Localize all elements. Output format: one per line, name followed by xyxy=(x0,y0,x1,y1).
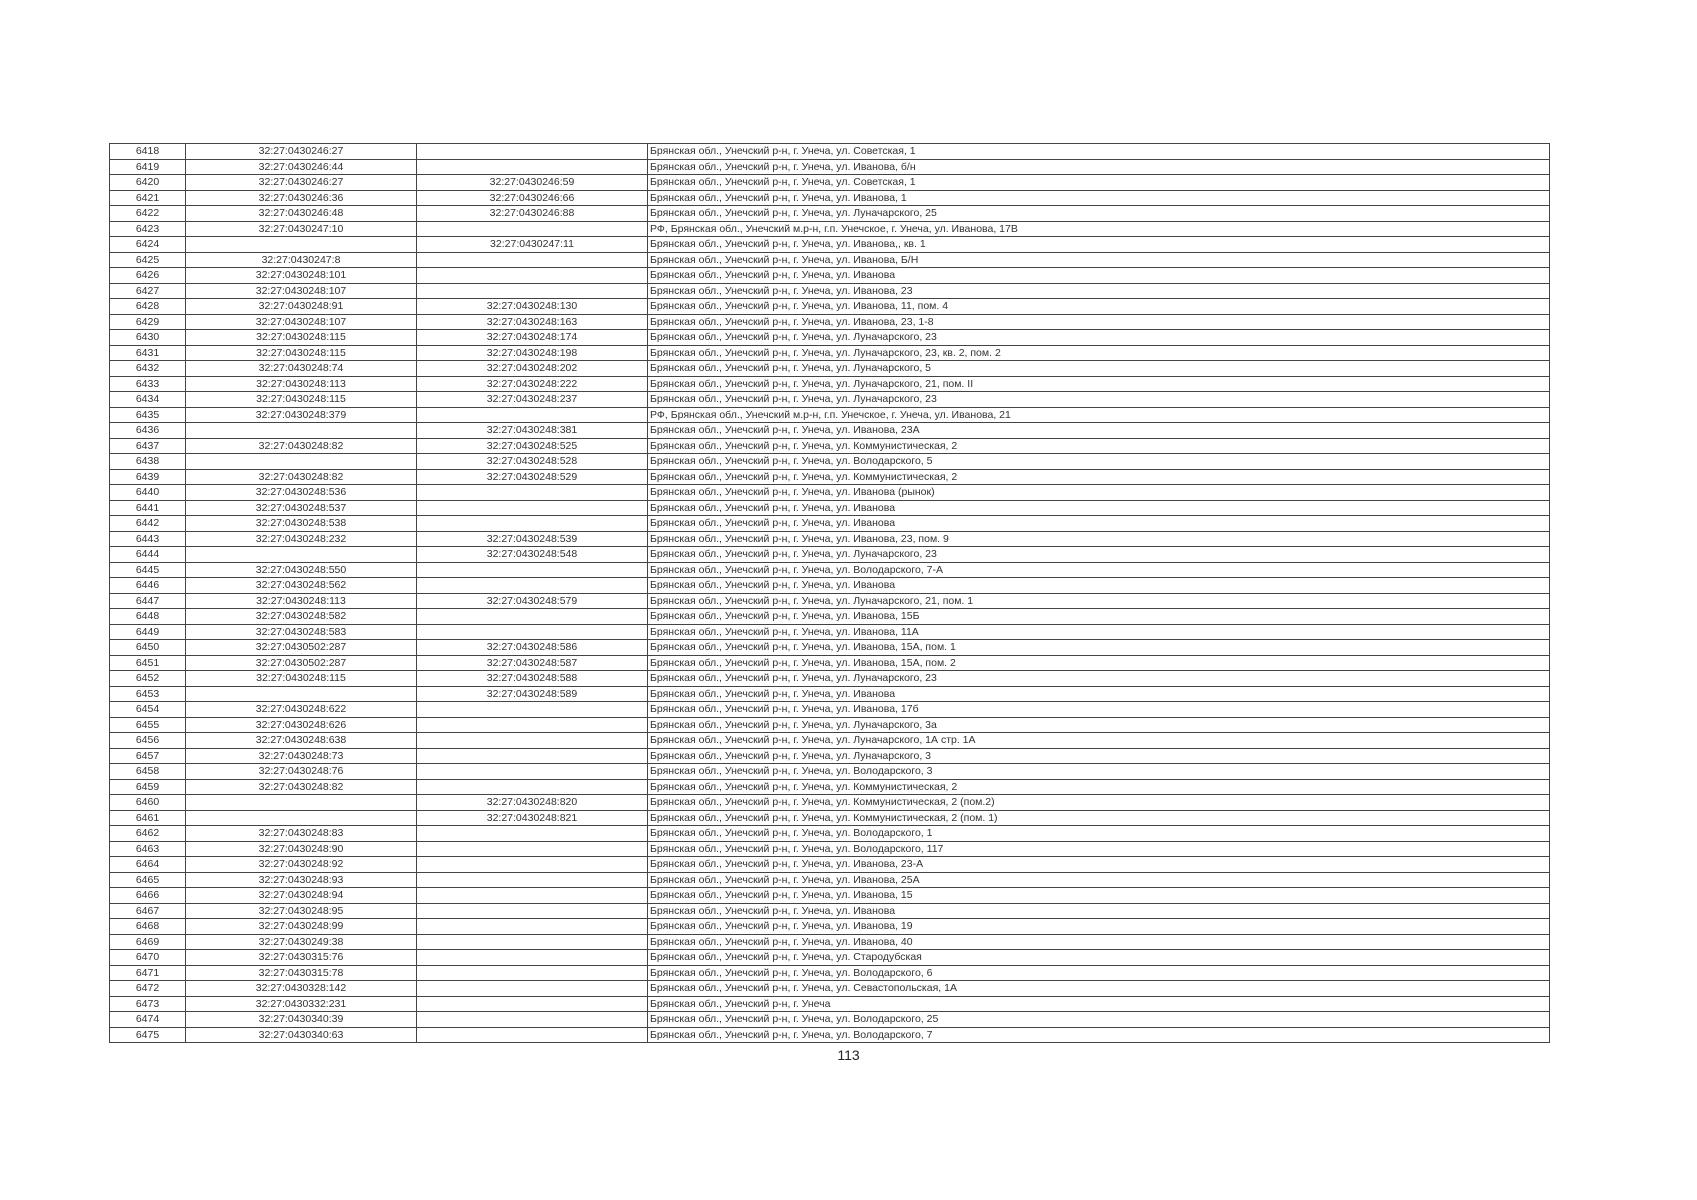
table-row xyxy=(110,764,1550,780)
object-number-cell xyxy=(417,268,648,284)
address-cell: Брянская обл., Унечский р-н, г. Унеча, ул. Луначарского, 25 xyxy=(648,206,1550,222)
table-row xyxy=(110,950,1550,966)
cadastral-number-cell: 32:27:0430246:44 xyxy=(186,159,417,175)
row-number-cell: 6427 xyxy=(110,283,186,299)
table-row xyxy=(110,965,1550,981)
object-number-cell: 32:27:0430248:222 xyxy=(417,376,648,392)
cadastral-number-cell: 32:27:0430246:36 xyxy=(186,190,417,206)
table-row xyxy=(110,159,1550,175)
row-number-cell: 6455 xyxy=(110,717,186,733)
row-number-cell: 6440 xyxy=(110,485,186,501)
object-number-cell: 32:27:0430246:66 xyxy=(417,190,648,206)
object-number-cell: 32:27:0430248:586 xyxy=(417,640,648,656)
cadastral-number-cell: 32:27:0430247:8 xyxy=(186,252,417,268)
object-number-cell: 32:27:0430248:174 xyxy=(417,330,648,346)
table-row xyxy=(110,175,1550,191)
cadastral-number-cell: 32:27:0430248:107 xyxy=(186,283,417,299)
row-number-cell: 6470 xyxy=(110,950,186,966)
table-row xyxy=(110,996,1550,1012)
address-cell: Брянская обл., Унечский р-н, г. Унеча, ул. Володарского, 7-А xyxy=(648,562,1550,578)
row-number-cell: 6448 xyxy=(110,609,186,625)
table-row xyxy=(110,221,1550,237)
row-number-cell: 6453 xyxy=(110,686,186,702)
row-number-cell: 6447 xyxy=(110,593,186,609)
row-number-cell: 6468 xyxy=(110,919,186,935)
cadastral-number-cell: 32:27:0430247:10 xyxy=(186,221,417,237)
row-number-cell: 6433 xyxy=(110,376,186,392)
address-cell: Брянская обл., Унечский р-н, г. Унеча, ул. Луначарского, 23 xyxy=(648,547,1550,563)
address-cell: Брянская обл., Унечский р-н, г. Унеча, ул. Коммунистическая, 2 (пом. 1) xyxy=(648,810,1550,826)
table-row xyxy=(110,407,1550,423)
address-cell: Брянская обл., Унечский р-н, г. Унеча, ул. Иванова xyxy=(648,500,1550,516)
row-number-cell: 6442 xyxy=(110,516,186,532)
object-number-cell: 32:27:0430248:548 xyxy=(417,547,648,563)
object-number-cell xyxy=(417,283,648,299)
address-cell: Брянская обл., Унечский р-н, г. Унеча, ул. Иванова, 23, пом. 9 xyxy=(648,531,1550,547)
address-cell: Брянская обл., Унечский р-н, г. Унеча, ул. Иванова, 15Б xyxy=(648,609,1550,625)
object-number-cell xyxy=(417,252,648,268)
table-row xyxy=(110,314,1550,330)
cadastral-number-cell: 32:27:0430248:94 xyxy=(186,888,417,904)
cadastral-number-cell: 32:27:0430248:379 xyxy=(186,407,417,423)
row-number-cell: 6434 xyxy=(110,392,186,408)
cadastral-number-cell: 32:27:0430248:95 xyxy=(186,903,417,919)
table-row xyxy=(110,826,1550,842)
cadastral-number-cell: 32:27:0430340:39 xyxy=(186,1012,417,1028)
object-number-cell: 32:27:0430248:237 xyxy=(417,392,648,408)
row-number-cell: 6428 xyxy=(110,299,186,315)
table-row xyxy=(110,779,1550,795)
table-row xyxy=(110,361,1550,377)
document-sheet xyxy=(109,143,1550,1043)
row-number-cell: 6471 xyxy=(110,965,186,981)
table-row xyxy=(110,531,1550,547)
row-number-cell: 6459 xyxy=(110,779,186,795)
address-cell: Брянская обл., Унечский р-н, г. Унеча, ул. Луначарского, 1А стр. 1А xyxy=(648,733,1550,749)
table-row xyxy=(110,376,1550,392)
cadastral-number-cell: 32:27:0430502:287 xyxy=(186,655,417,671)
cadastral-number-cell: 32:27:0430248:92 xyxy=(186,857,417,873)
object-number-cell xyxy=(417,965,648,981)
row-number-cell: 6423 xyxy=(110,221,186,237)
address-cell: Брянская обл., Унечский р-н, г. Унеча, ул. Советская, 1 xyxy=(648,144,1550,160)
object-number-cell xyxy=(417,702,648,718)
table-row xyxy=(110,748,1550,764)
object-number-cell: 32:27:0430248:525 xyxy=(417,438,648,454)
table-row xyxy=(110,624,1550,640)
table-row xyxy=(110,655,1550,671)
table-row xyxy=(110,981,1550,997)
cadastral-number-cell: 32:27:0430502:287 xyxy=(186,640,417,656)
table-row xyxy=(110,810,1550,826)
object-number-cell: 32:27:0430248:198 xyxy=(417,345,648,361)
cadastral-number-cell: 32:27:0430248:82 xyxy=(186,779,417,795)
row-number-cell: 6450 xyxy=(110,640,186,656)
row-number-cell: 6472 xyxy=(110,981,186,997)
row-number-cell: 6421 xyxy=(110,190,186,206)
row-number-cell: 6467 xyxy=(110,903,186,919)
row-number-cell: 6474 xyxy=(110,1012,186,1028)
row-number-cell: 6469 xyxy=(110,934,186,950)
row-number-cell: 6430 xyxy=(110,330,186,346)
address-cell: Брянская обл., Унечский р-н, г. Унеча, ул. Луначарского, 21, пом. 1 xyxy=(648,593,1550,609)
table-row xyxy=(110,438,1550,454)
address-cell: Брянская обл., Унечский р-н, г. Унеча, ул. Стародубская xyxy=(648,950,1550,966)
address-cell: Брянская обл., Унечский р-н, г. Унеча, ул. Иванова xyxy=(648,578,1550,594)
address-cell: Брянская обл., Унечский р-н, г. Унеча, ул. Коммунистическая, 2 (пом.2) xyxy=(648,795,1550,811)
row-number-cell: 6436 xyxy=(110,423,186,439)
cadastral-number-cell: 32:27:0430248:582 xyxy=(186,609,417,625)
cadastral-number-cell: 32:27:0430249:38 xyxy=(186,934,417,950)
table-row xyxy=(110,144,1550,160)
cadastral-number-cell: 32:27:0430248:93 xyxy=(186,872,417,888)
object-number-cell xyxy=(417,888,648,904)
table-row xyxy=(110,717,1550,733)
object-number-cell: 32:27:0430247:11 xyxy=(417,237,648,253)
cadastral-number-cell: 32:27:0430248:82 xyxy=(186,438,417,454)
cadastral-number-cell: 32:27:0430328:142 xyxy=(186,981,417,997)
row-number-cell: 6465 xyxy=(110,872,186,888)
object-number-cell: 32:27:0430248:202 xyxy=(417,361,648,377)
table-row xyxy=(110,903,1550,919)
cadastral-number-cell: 32:27:0430248:101 xyxy=(186,268,417,284)
table-row xyxy=(110,237,1550,253)
row-number-cell: 6420 xyxy=(110,175,186,191)
object-number-cell: 32:27:0430248:130 xyxy=(417,299,648,315)
object-number-cell xyxy=(417,562,648,578)
address-cell: Брянская обл., Унечский р-н, г. Унеча, ул. Иванова xyxy=(648,686,1550,702)
object-number-cell xyxy=(417,919,648,935)
row-number-cell: 6457 xyxy=(110,748,186,764)
cadastral-number-cell: 32:27:0430248:638 xyxy=(186,733,417,749)
address-cell: Брянская обл., Унечский р-н, г. Унеча, ул. Советская, 1 xyxy=(648,175,1550,191)
object-number-cell xyxy=(417,903,648,919)
cadastral-number-cell: 32:27:0430248:232 xyxy=(186,531,417,547)
cadastral-number-cell: 32:27:0430246:48 xyxy=(186,206,417,222)
object-number-cell xyxy=(417,609,648,625)
cadastral-number-cell: 32:27:0430248:115 xyxy=(186,392,417,408)
object-number-cell: 32:27:0430248:587 xyxy=(417,655,648,671)
row-number-cell: 6449 xyxy=(110,624,186,640)
table-row xyxy=(110,562,1550,578)
row-number-cell: 6418 xyxy=(110,144,186,160)
table-row xyxy=(110,671,1550,687)
row-number-cell: 6439 xyxy=(110,469,186,485)
cadastral-number-cell xyxy=(186,810,417,826)
address-cell: Брянская обл., Унечский р-н, г. Унеча, ул. Коммунистическая, 2 xyxy=(648,469,1550,485)
table-row xyxy=(110,888,1550,904)
address-cell: Брянская обл., Унечский р-н, г. Унеча, ул. Иванова, б/н xyxy=(648,159,1550,175)
address-cell: Брянская обл., Унечский р-н, г. Унеча, ул. Иванова, 19 xyxy=(648,919,1550,935)
table-row xyxy=(110,500,1550,516)
object-number-cell xyxy=(417,407,648,423)
object-number-cell xyxy=(417,159,648,175)
object-number-cell: 32:27:0430248:589 xyxy=(417,686,648,702)
table-row xyxy=(110,593,1550,609)
cadastral-number-cell: 32:27:0430248:107 xyxy=(186,314,417,330)
row-number-cell: 6444 xyxy=(110,547,186,563)
object-number-cell: 32:27:0430246:88 xyxy=(417,206,648,222)
object-number-cell xyxy=(417,717,648,733)
address-cell: Брянская обл., Унечский р-н, г. Унеча, ул. Володарского, 7 xyxy=(648,1027,1550,1043)
object-number-cell xyxy=(417,516,648,532)
object-number-cell xyxy=(417,500,648,516)
object-number-cell xyxy=(417,981,648,997)
table-row xyxy=(110,206,1550,222)
row-number-cell: 6475 xyxy=(110,1027,186,1043)
address-cell: Брянская обл., Унечский р-н, г. Унеча, ул. Луначарского, 3а xyxy=(648,717,1550,733)
row-number-cell: 6419 xyxy=(110,159,186,175)
address-cell: Брянская обл., Унечский р-н, г. Унеча, ул. Иванова,, кв. 1 xyxy=(648,237,1550,253)
object-number-cell: 32:27:0430248:528 xyxy=(417,454,648,470)
row-number-cell: 6422 xyxy=(110,206,186,222)
address-cell: Брянская обл., Унечский р-н, г. Унеча, ул. Иванова, 17б xyxy=(648,702,1550,718)
cadastral-number-cell: 32:27:0430248:73 xyxy=(186,748,417,764)
row-number-cell: 6464 xyxy=(110,857,186,873)
object-number-cell xyxy=(417,841,648,857)
address-cell: Брянская обл., Унечский р-н, г. Унеча, ул. Луначарского, 21, пом. II xyxy=(648,376,1550,392)
cadastral-number-cell: 32:27:0430248:90 xyxy=(186,841,417,857)
address-cell: Брянская обл., Унечский р-н, г. Унеча, ул. Иванова (рынок) xyxy=(648,485,1550,501)
table-row xyxy=(110,841,1550,857)
object-number-cell: 32:27:0430248:163 xyxy=(417,314,648,330)
object-number-cell: 32:27:0430248:820 xyxy=(417,795,648,811)
address-cell: Брянская обл., Унечский р-н, г. Унеча, ул. Луначарского, 23, кв. 2, пом. 2 xyxy=(648,345,1550,361)
cadastral-number-cell: 32:27:0430315:78 xyxy=(186,965,417,981)
row-number-cell: 6424 xyxy=(110,237,186,253)
cadastral-number-cell: 32:27:0430315:76 xyxy=(186,950,417,966)
table-row xyxy=(110,252,1550,268)
table-row xyxy=(110,283,1550,299)
row-number-cell: 6425 xyxy=(110,252,186,268)
cadastral-number-cell: 32:27:0430248:115 xyxy=(186,671,417,687)
table-row xyxy=(110,857,1550,873)
cadastral-number-cell: 32:27:0430248:115 xyxy=(186,330,417,346)
cadastral-number-cell: 32:27:0430248:76 xyxy=(186,764,417,780)
table-row xyxy=(110,392,1550,408)
address-cell: Брянская обл., Унечский р-н, г. Унеча, ул. Иванова, 11А xyxy=(648,624,1550,640)
address-cell: Брянская обл., Унечский р-н, г. Унеча, ул. Володарского, 1 xyxy=(648,826,1550,842)
table-row xyxy=(110,733,1550,749)
object-number-cell: 32:27:0430246:59 xyxy=(417,175,648,191)
table-row xyxy=(110,190,1550,206)
address-cell: РФ, Брянская обл., Унечский м.р-н, г.п. Унечское, г. Унеча, ул. Иванова, 17В xyxy=(648,221,1550,237)
address-cell: Брянская обл., Унечский р-н, г. Унеча, ул. Иванова, 15А, пом. 1 xyxy=(648,640,1550,656)
address-cell: Брянская обл., Унечский р-н, г. Унеча, ул. Иванова, 1 xyxy=(648,190,1550,206)
cadastral-number-cell: 32:27:0430248:562 xyxy=(186,578,417,594)
cadastral-number-cell: 32:27:0430248:113 xyxy=(186,593,417,609)
address-cell: Брянская обл., Унечский р-н, г. Унеча, ул. Иванова, 23, 1-8 xyxy=(648,314,1550,330)
address-cell: Брянская обл., Унечский р-н, г. Унеча, ул. Иванова, 25А xyxy=(648,872,1550,888)
table-row xyxy=(110,454,1550,470)
cadastral-number-cell: 32:27:0430248:115 xyxy=(186,345,417,361)
address-cell: Брянская обл., Унечский р-н, г. Унеча, ул. Володарского, 25 xyxy=(648,1012,1550,1028)
row-number-cell: 6451 xyxy=(110,655,186,671)
row-number-cell: 6445 xyxy=(110,562,186,578)
row-number-cell: 6438 xyxy=(110,454,186,470)
address-cell: Брянская обл., Унечский р-н, г. Унеча, ул. Луначарского, 23 xyxy=(648,330,1550,346)
table-row xyxy=(110,919,1550,935)
object-number-cell: 32:27:0430248:539 xyxy=(417,531,648,547)
row-number-cell: 6458 xyxy=(110,764,186,780)
row-number-cell: 6463 xyxy=(110,841,186,857)
address-cell: Брянская обл., Унечский р-н, г. Унеча, ул. Володарского, 5 xyxy=(648,454,1550,470)
table-row xyxy=(110,609,1550,625)
row-number-cell: 6437 xyxy=(110,438,186,454)
address-cell: Брянская обл., Унечский р-н, г. Унеча, ул. Иванова, 23-А xyxy=(648,857,1550,873)
table-row xyxy=(110,872,1550,888)
object-number-cell xyxy=(417,950,648,966)
cadastral-number-cell: 32:27:0430246:27 xyxy=(186,144,417,160)
cadastral-number-cell: 32:27:0430248:74 xyxy=(186,361,417,377)
cadastral-number-cell: 32:27:0430248:583 xyxy=(186,624,417,640)
row-number-cell: 6473 xyxy=(110,996,186,1012)
row-number-cell: 6443 xyxy=(110,531,186,547)
object-number-cell xyxy=(417,1012,648,1028)
cadastral-number-cell xyxy=(186,686,417,702)
row-number-cell: 6461 xyxy=(110,810,186,826)
object-number-cell xyxy=(417,996,648,1012)
table-row xyxy=(110,1012,1550,1028)
row-number-cell: 6460 xyxy=(110,795,186,811)
address-cell: Брянская обл., Унечский р-н, г. Унеча, ул. Иванова xyxy=(648,516,1550,532)
object-number-cell xyxy=(417,221,648,237)
cadastral-number-cell xyxy=(186,423,417,439)
cadastral-number-cell xyxy=(186,454,417,470)
table-row xyxy=(110,640,1550,656)
table-row xyxy=(110,934,1550,950)
row-number-cell: 6431 xyxy=(110,345,186,361)
table-row xyxy=(110,330,1550,346)
cadastral-number-cell: 32:27:0430248:99 xyxy=(186,919,417,935)
row-number-cell: 6462 xyxy=(110,826,186,842)
row-number-cell: 6435 xyxy=(110,407,186,423)
object-number-cell xyxy=(417,485,648,501)
address-cell: Брянская обл., Унечский р-н, г. Унеча, ул. Севастопольская, 1А xyxy=(648,981,1550,997)
object-number-cell: 32:27:0430248:381 xyxy=(417,423,648,439)
object-number-cell xyxy=(417,934,648,950)
address-cell: Брянская обл., Унечский р-н, г. Унеча, ул. Луначарского, 5 xyxy=(648,361,1550,377)
row-number-cell: 6454 xyxy=(110,702,186,718)
address-cell: Брянская обл., Унечский р-н, г. Унеча, ул. Иванова, Б/Н xyxy=(648,252,1550,268)
cadastral-number-cell xyxy=(186,237,417,253)
address-cell: Брянская обл., Унечский р-н, г. Унеча, ул. Иванова xyxy=(648,268,1550,284)
address-cell: Брянская обл., Унечский р-н, г. Унеча xyxy=(648,996,1550,1012)
row-number-cell: 6429 xyxy=(110,314,186,330)
cadastral-number-cell: 32:27:0430340:63 xyxy=(186,1027,417,1043)
cadastral-number-cell: 32:27:0430248:538 xyxy=(186,516,417,532)
cadastral-number-cell: 32:27:0430248:536 xyxy=(186,485,417,501)
row-number-cell: 6466 xyxy=(110,888,186,904)
cadastral-number-cell: 32:27:0430248:622 xyxy=(186,702,417,718)
address-cell: Брянская обл., Унечский р-н, г. Унеча, ул. Володарского, 3 xyxy=(648,764,1550,780)
cadastral-number-cell: 32:27:0430248:82 xyxy=(186,469,417,485)
address-cell: РФ, Брянская обл., Унечский м.р-н, г.п. Унечское, г. Унеча, ул. Иванова, 21 xyxy=(648,407,1550,423)
cadastral-number-cell: 32:27:0430248:626 xyxy=(186,717,417,733)
table-row xyxy=(110,1027,1550,1043)
object-number-cell xyxy=(417,779,648,795)
object-number-cell xyxy=(417,857,648,873)
cadastral-number-cell: 32:27:0430246:27 xyxy=(186,175,417,191)
table-row xyxy=(110,299,1550,315)
cadastral-number-cell: 32:27:0430248:537 xyxy=(186,500,417,516)
object-number-cell: 32:27:0430248:588 xyxy=(417,671,648,687)
object-number-cell: 32:27:0430248:579 xyxy=(417,593,648,609)
object-number-cell xyxy=(417,578,648,594)
object-number-cell xyxy=(417,748,648,764)
object-number-cell xyxy=(417,144,648,160)
cadastral-number-cell: 32:27:0430248:113 xyxy=(186,376,417,392)
address-cell: Брянская обл., Унечский р-н, г. Унеча, ул. Иванова, 15 xyxy=(648,888,1550,904)
object-number-cell xyxy=(417,624,648,640)
address-cell: Брянская обл., Унечский р-н, г. Унеча, ул. Иванова, 15А, пом. 2 xyxy=(648,655,1550,671)
object-number-cell xyxy=(417,872,648,888)
table-row xyxy=(110,547,1550,563)
table-row xyxy=(110,345,1550,361)
address-cell: Брянская обл., Унечский р-н, г. Унеча, ул. Коммунистическая, 2 xyxy=(648,779,1550,795)
address-cell: Брянская обл., Унечский р-н, г. Унеча, ул. Луначарского, 3 xyxy=(648,748,1550,764)
table-row xyxy=(110,578,1550,594)
table-body xyxy=(110,144,1550,1043)
row-number-cell: 6446 xyxy=(110,578,186,594)
address-cell: Брянская обл., Унечский р-н, г. Унеча, ул. Коммунистическая, 2 xyxy=(648,438,1550,454)
object-number-cell xyxy=(417,1027,648,1043)
object-number-cell: 32:27:0430248:821 xyxy=(417,810,648,826)
object-number-cell xyxy=(417,733,648,749)
cadastral-table xyxy=(109,143,1550,1043)
address-cell: Брянская обл., Унечский р-н, г. Унеча, ул. Луначарского, 23 xyxy=(648,392,1550,408)
table-row xyxy=(110,702,1550,718)
address-cell: Брянская обл., Унечский р-н, г. Унеча, ул. Иванова, 23А xyxy=(648,423,1550,439)
row-number-cell: 6441 xyxy=(110,500,186,516)
address-cell: Брянская обл., Унечский р-н, г. Унеча, ул. Володарского, 6 xyxy=(648,965,1550,981)
table-row xyxy=(110,516,1550,532)
cadastral-number-cell: 32:27:0430332:231 xyxy=(186,996,417,1012)
address-cell: Брянская обл., Унечский р-н, г. Унеча, ул. Володарского, 117 xyxy=(648,841,1550,857)
table-row xyxy=(110,686,1550,702)
table-row xyxy=(110,795,1550,811)
object-number-cell xyxy=(417,826,648,842)
address-cell: Брянская обл., Унечский р-н, г. Унеча, ул. Иванова, 23 xyxy=(648,283,1550,299)
row-number-cell: 6426 xyxy=(110,268,186,284)
cadastral-number-cell: 32:27:0430248:91 xyxy=(186,299,417,315)
row-number-cell: 6452 xyxy=(110,671,186,687)
cadastral-number-cell xyxy=(186,547,417,563)
address-cell: Брянская обл., Унечский р-н, г. Унеча, ул. Иванова, 11, пом. 4 xyxy=(648,299,1550,315)
row-number-cell: 6456 xyxy=(110,733,186,749)
cadastral-number-cell xyxy=(186,795,417,811)
address-cell: Брянская обл., Унечский р-н, г. Унеча, ул. Иванова, 40 xyxy=(648,934,1550,950)
object-number-cell: 32:27:0430248:529 xyxy=(417,469,648,485)
table-row xyxy=(110,485,1550,501)
cadastral-number-cell: 32:27:0430248:550 xyxy=(186,562,417,578)
address-cell: Брянская обл., Унечский р-н, г. Унеча, ул. Иванова xyxy=(648,903,1550,919)
table-row xyxy=(110,469,1550,485)
table-row xyxy=(110,423,1550,439)
page-number: 113 xyxy=(837,1047,860,1063)
object-number-cell xyxy=(417,764,648,780)
row-number-cell: 6432 xyxy=(110,361,186,377)
address-cell: Брянская обл., Унечский р-н, г. Унеча, ул. Луначарского, 23 xyxy=(648,671,1550,687)
table-row xyxy=(110,268,1550,284)
cadastral-number-cell: 32:27:0430248:83 xyxy=(186,826,417,842)
